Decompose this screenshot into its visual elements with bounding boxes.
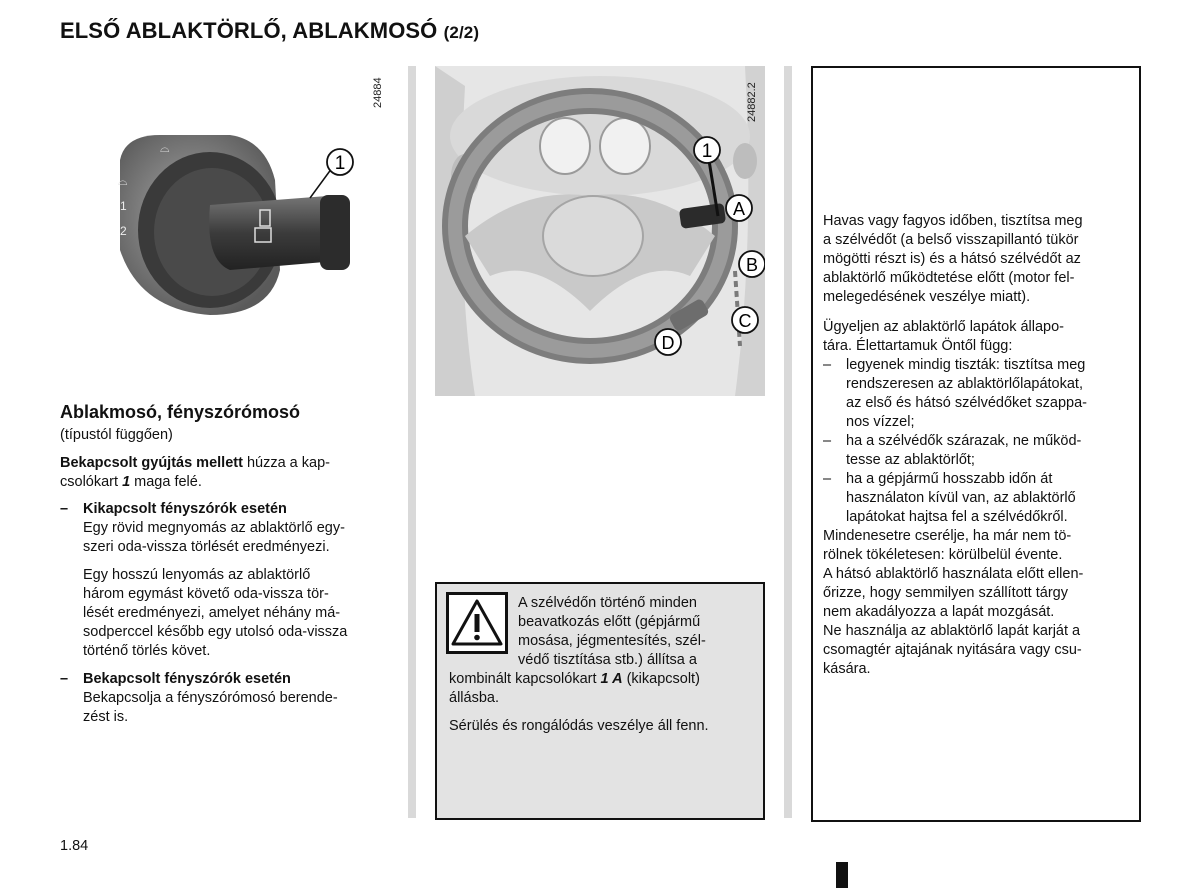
stalk-label-2: 2 (120, 224, 127, 238)
washer-intro (60, 454, 390, 492)
bullet1-more-text: Egy hosszú lenyomás az ablaktörlő három egymást követő oda-vissza tör- lését eredményezi, amelyet néhány má- sodperccel később egy utolsó oda-vissza történő törlés követ. (83, 567, 348, 659)
washer-heading: Ablakmosó, fényszórómosó (60, 402, 301, 422)
right-para-3: Mindenesetre cserélje, ha már nem tö- rölnek tökéletesen: körülbelül évente. A hátsó ablaktörlő használata előtt ellen- őrizze, hogy semmilyen szállított tárgy nem akadályozza a lapát mozgását. Ne használja az ablaktörlő lapát karját a csomagtér ajtajának nyitására vagy csu- kására. (823, 528, 1084, 677)
warning-lever-position: 1 A (600, 671, 623, 687)
callout-d: D (661, 333, 675, 353)
wiper-stalk-figure (100, 120, 380, 330)
column-separator-right (784, 66, 792, 818)
page-title-text: ELSŐ ABLAKTÖRLŐ, ABLAKMOSÓ (60, 18, 438, 43)
page-edge-marker (836, 862, 848, 888)
intro-line2b: maga felé. (130, 474, 202, 490)
figure-code-left: 24884 (372, 77, 384, 108)
warning-triangle-icon (446, 592, 508, 654)
column-separator-left (408, 66, 416, 818)
steering-wheel-figure (435, 66, 765, 396)
callout-1-left: 1 (334, 153, 346, 174)
page-number: 1.84 (60, 838, 89, 854)
callout-b: B (745, 255, 759, 275)
intro-rest: húzza a kap- (242, 455, 330, 471)
callout-a: A (732, 199, 746, 219)
warning-text-top: A szélvédőn történő minden beavatkozás előtt (gépjármű mosása, jégmentesítés, szél- védő tisztítása stb.) állítsa a (518, 595, 706, 668)
bullet1-title: Kikapcsolt fényszórók esetén (83, 501, 287, 517)
stalk-label-1: 1 (120, 199, 127, 213)
svg-text:⌓: ⌓ (118, 174, 128, 188)
intro-bold: Bekapcsolt gyújtás mellett (60, 455, 243, 471)
bullet1-text: Egy rövid megnyomás az ablaktörlő egy- szeri oda-vissza törlését eredményezi. (83, 520, 345, 555)
svg-text:⌓: ⌓ (160, 141, 170, 155)
page-title-suffix: (2/2) (443, 23, 480, 42)
washer-subheading: (típustól függően) (60, 427, 173, 443)
callout-1-center: 1 (701, 141, 713, 162)
right-para-1: Havas vagy fagyos időben, tisztítsa meg a szélvédőt (a belső visszapillantó tükör mögötti részt is) és a hátsó szélvédőt az ablaktörlő működtetése előtt (motor fel- melegedésének veszélye miatt). (823, 213, 1083, 305)
intro-lever-num: 1 (122, 474, 131, 490)
right-para-2: Ügyeljen az ablaktörlő lapátok állapo- tára. Élettartamuk Öntől függ: (823, 319, 1065, 354)
figure-code-center: 24882.2 (746, 82, 758, 122)
bullet2-text: Bekapcsolja a fényszórómosó berende- zést is. (83, 690, 338, 725)
page-title (60, 18, 479, 44)
bullet2-title: Bekapcsolt fényszórók esetén (83, 671, 291, 687)
warning-text-bottom: kombinált kapcsolókart 1 A (kikapcsolt) állásba. Sérülés és rongálódás veszélye áll fenn. (449, 671, 709, 734)
intro-line2a: csolókart (60, 474, 123, 490)
callout-c: C (738, 311, 752, 331)
